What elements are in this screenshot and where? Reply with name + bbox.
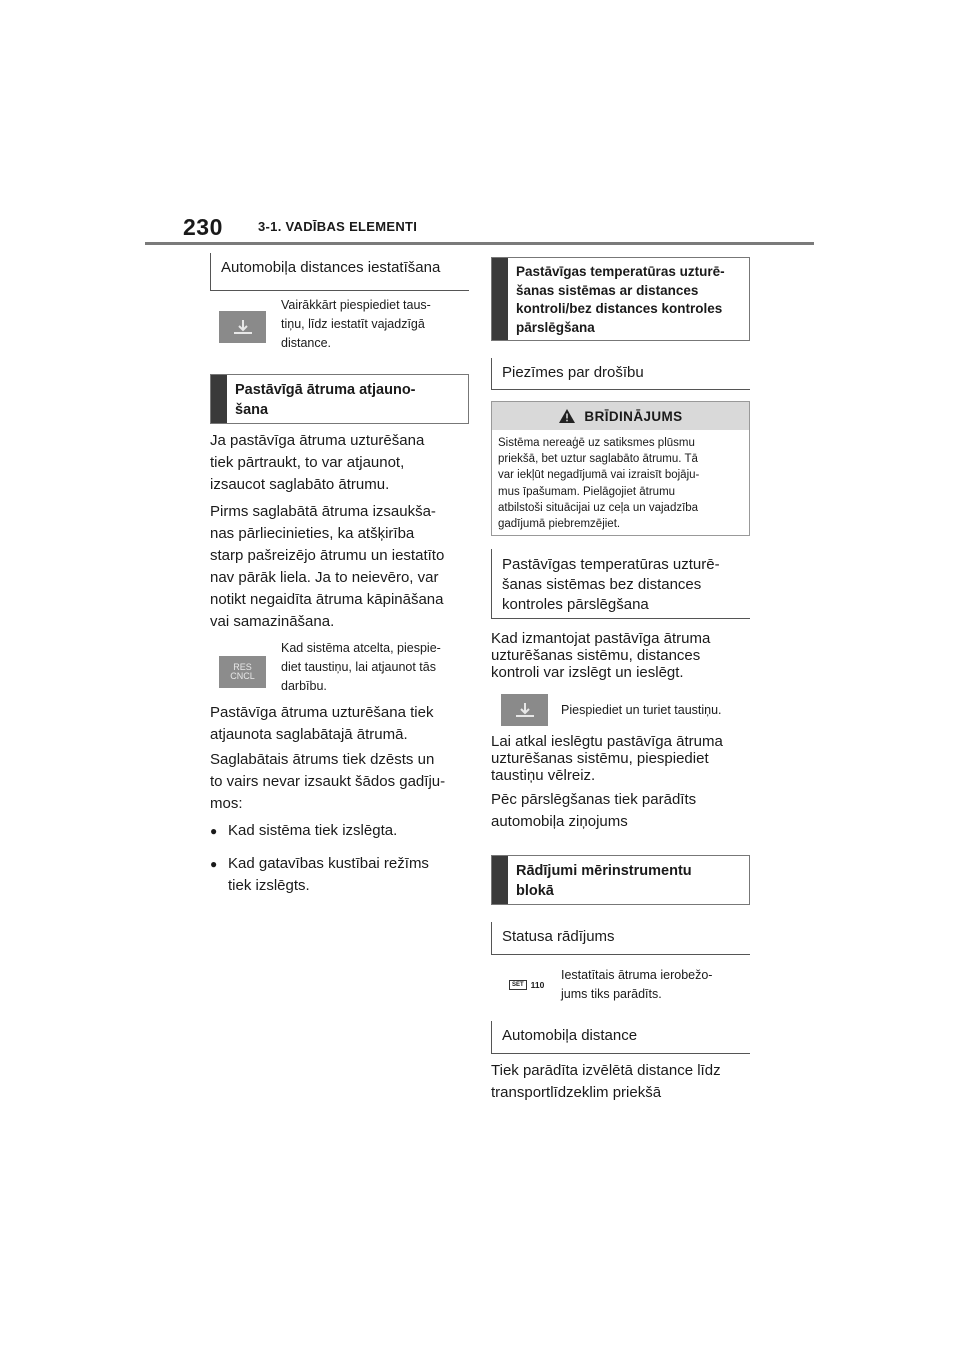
text-line: vai samazināšana. bbox=[210, 613, 335, 630]
distance-setting-desc bbox=[281, 296, 466, 353]
list-item bbox=[210, 853, 480, 897]
set-speed-value: 110 bbox=[530, 980, 545, 990]
resume-paragraph-3 bbox=[210, 702, 480, 746]
text-line: kontroli/bez distances kontroles bbox=[516, 301, 723, 316]
text-line: izsaucot saglabāto ātrumu. bbox=[210, 476, 390, 493]
section-title: Automobiļa distance bbox=[502, 1027, 638, 1044]
set-icon: SET bbox=[509, 980, 527, 990]
button-label: RES bbox=[233, 662, 252, 672]
section-title bbox=[508, 258, 733, 340]
section-safety bbox=[491, 358, 750, 390]
text-line: kontroli var izslēgt un ieslēgt. bbox=[491, 664, 684, 681]
no-distance-paragraph-2 bbox=[491, 733, 761, 784]
text-line: notikt negaidīta ātruma kāpināšana bbox=[210, 591, 444, 608]
section-status bbox=[491, 922, 750, 955]
distance-icon bbox=[232, 318, 254, 336]
section-distance-setting bbox=[210, 253, 469, 291]
text-line: jums tiks parādīts. bbox=[561, 987, 662, 1001]
text-line: blokā bbox=[516, 883, 554, 899]
no-distance-paragraph-1 bbox=[491, 630, 761, 681]
press-hold-desc: Piespiediet un turiet taustiņu. bbox=[561, 703, 722, 717]
text-line: Ja pastāvīga ātruma uzturēšana bbox=[210, 432, 425, 449]
text-line: Pēc pārslēgšanas tiek parādīts bbox=[491, 791, 697, 808]
text-line: šanas sistēmas bez distances bbox=[502, 576, 702, 593]
text-line: tiņu, līdz iestatīt vajadzīgā bbox=[281, 317, 425, 331]
text-line: nav pārāk liela. Ja to neievēro, var bbox=[210, 569, 439, 586]
section-bar bbox=[492, 856, 508, 904]
button-label: CNCL bbox=[230, 671, 255, 681]
text-line: gadījumā piebremzējiet. bbox=[498, 518, 621, 531]
section-title bbox=[508, 856, 700, 904]
text-line: Pastāvīga ātruma uzturēšana tiek bbox=[210, 704, 434, 721]
text-line: distance. bbox=[281, 336, 332, 350]
text-line: priekšā, bet uztur saglabāto ātrumu. Tā bbox=[498, 453, 698, 466]
warning-title: BRĪDINĀJUMS bbox=[584, 408, 683, 424]
section-title bbox=[227, 375, 424, 423]
text-line: Vairākkārt piespiediet taus- bbox=[281, 298, 431, 312]
warning-header bbox=[492, 402, 749, 430]
section-no-distance bbox=[491, 549, 750, 619]
resume-paragraph-4 bbox=[210, 749, 480, 815]
res-cncl-button[interactable] bbox=[219, 656, 266, 688]
text-line: kontroles pārslēgšana bbox=[502, 596, 649, 613]
chapter-title: 3-1. VADĪBAS ELEMENTI bbox=[258, 219, 418, 234]
text-line: pārslēgšana bbox=[516, 319, 595, 335]
distance-icon bbox=[514, 701, 536, 719]
section-bar bbox=[211, 375, 227, 423]
warning-icon bbox=[558, 408, 576, 424]
text-line: ● Kad sistēma tiek izslēgta. bbox=[228, 822, 398, 839]
section-title: Piezīmes par drošību bbox=[502, 364, 644, 381]
warning-box bbox=[491, 401, 750, 536]
text-line: Sistēma nereaģē uz satiksmes plūsmu bbox=[498, 437, 695, 449]
section-resume bbox=[210, 374, 469, 424]
set-speed-indicator bbox=[509, 980, 544, 990]
section-title: Statusa rādījums bbox=[502, 928, 615, 945]
text-line: atbilstoši situācijai uz ceļa un vajadzība bbox=[498, 501, 699, 514]
header-divider bbox=[145, 242, 814, 245]
text-line: darbību. bbox=[281, 679, 327, 693]
vehicle-distance-paragraph bbox=[491, 1060, 761, 1104]
text-line: automobiļa ziņojums bbox=[491, 813, 628, 830]
text-line: Lai atkal ieslēgtu pastāvīga ātruma bbox=[491, 733, 723, 750]
resume-paragraph-2 bbox=[210, 501, 480, 633]
text-line: Pastāvīgas temperatūras uzturē- bbox=[502, 556, 720, 573]
text-line: šanas sistēmas ar distances bbox=[516, 282, 699, 298]
resume-paragraph-1 bbox=[210, 430, 480, 496]
text-line: taustiņu vēlreiz. bbox=[491, 767, 596, 784]
section-bar bbox=[492, 258, 508, 340]
distance-button[interactable] bbox=[219, 311, 266, 343]
text-line: transportlīdzeklim priekšā bbox=[491, 1084, 662, 1101]
text-line: uzturēšanas sistēmu, distances bbox=[491, 647, 701, 664]
list-item bbox=[210, 820, 480, 842]
text-line: Iestatītais ātruma ierobežo- bbox=[561, 968, 713, 982]
text-line: var iekļūt negadījumā vai izraisīt bojāju- bbox=[498, 469, 700, 482]
text-line: Pastāvīgas temperatūras uzturē- bbox=[516, 264, 725, 279]
section-title: Automobiļa distances iestatīšana bbox=[221, 259, 441, 276]
res-desc bbox=[281, 639, 471, 696]
status-desc bbox=[561, 966, 751, 1004]
text-line: starp pašreizējo ātrumu un iestatīto bbox=[210, 547, 445, 564]
text-line: Kad izmantojat pastāvīga ātruma bbox=[491, 630, 711, 647]
text-line: ● Kad gatavības kustībai režīms bbox=[228, 855, 429, 872]
distance-toggle-button[interactable] bbox=[501, 694, 548, 726]
text-line: Pirms saglabātā ātruma izsaukša- bbox=[210, 503, 436, 520]
text-line: to vairs nevar izsaukt šādos gadīju- bbox=[210, 773, 446, 790]
section-display bbox=[491, 855, 750, 905]
text-line: atjaunota saglabātajā ātrumā. bbox=[210, 726, 408, 743]
text-line: Tiek parādīta izvēlētā distance līdz bbox=[491, 1062, 721, 1079]
text-line: Rādījumi mērinstrumentu bbox=[516, 863, 692, 879]
text-line: Kad sistēma atcelta, piespie- bbox=[281, 641, 441, 655]
text-line: mus īpašumam. Pielāgojiet ātrumu bbox=[498, 485, 676, 498]
text-line: diet taustiņu, lai atjaunot tās bbox=[281, 660, 436, 674]
text-line: Pastāvīgā ātruma atjauno- bbox=[235, 382, 416, 398]
text-line: tiek pārtraukt, to var atjaunot, bbox=[210, 454, 405, 471]
text-line: mos: bbox=[210, 795, 243, 812]
text-line: Saglabātais ātrums tiek dzēsts un bbox=[210, 751, 435, 768]
warning-text bbox=[492, 430, 749, 537]
text-line: tiek izslēgts. bbox=[228, 877, 310, 894]
text-line: šana bbox=[235, 402, 269, 418]
section-vehicle-distance bbox=[491, 1021, 750, 1054]
page-number: 230 bbox=[183, 214, 223, 240]
text-line: nas pārliecinieties, ka atšķirība bbox=[210, 525, 415, 542]
text-line: uzturēšanas sistēmu, piespiediet bbox=[491, 750, 709, 767]
no-distance-paragraph-3 bbox=[491, 789, 761, 833]
section-switch bbox=[491, 257, 750, 341]
bullet-list bbox=[210, 820, 480, 897]
